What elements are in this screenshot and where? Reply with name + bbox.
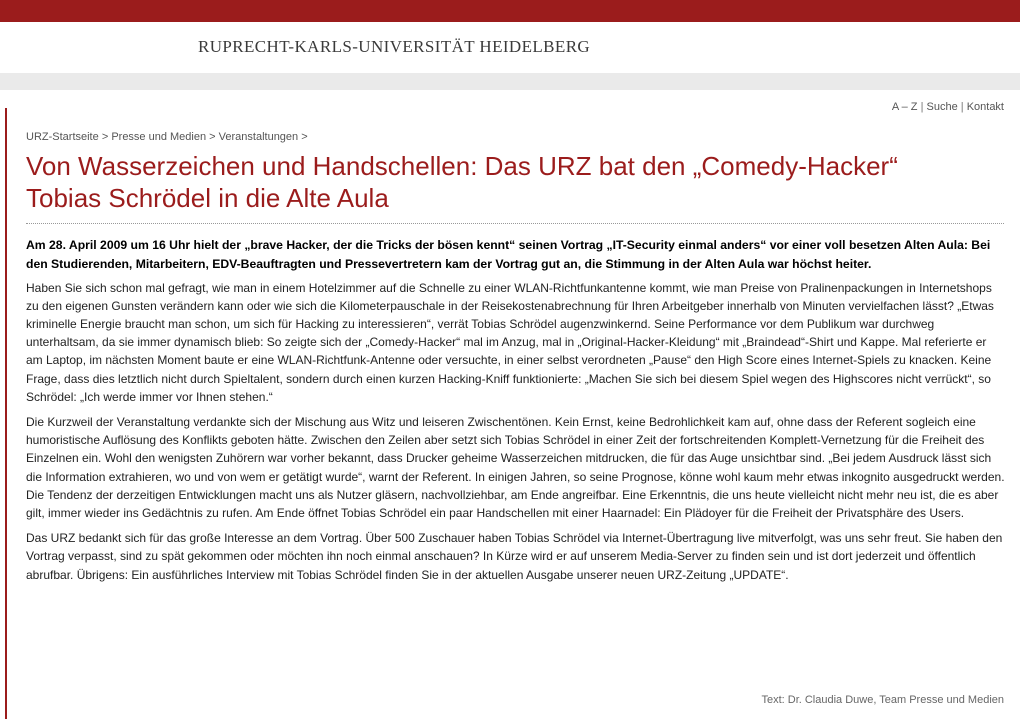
- breadcrumb-separator: >: [301, 131, 308, 143]
- university-logo-link[interactable]: RUPRECHT-KARLS-UNIVERSITÄT HEIDELBERG: [198, 37, 591, 56]
- breadcrumb-item-veranstaltungen[interactable]: Veranstaltungen: [218, 131, 299, 143]
- university-header: [0, 22, 1020, 73]
- service-link-suche[interactable]: Suche: [926, 101, 958, 113]
- article-credit: Text: Dr. Claudia Duwe, Team Presse und Medien: [761, 694, 1004, 706]
- content-left-accent-line: [5, 108, 7, 719]
- article-body: [26, 236, 1006, 591]
- article-paragraph: Das URZ bedankt sich für das große Interesse an dem Vortrag. Über 500 Zuschauer haben Tobias Schrödel via Internet-Übertragung live mitverfolgt, was uns sehr freut. Sie haben den Vortrag verpasst, sind zu spät gekommen oder möchten ihn noch einmal anschauen? In Kürze wird er auf unserem Media-Server zu finden sein und ist dort jederzeit und öffentlich abrufbar. Übrigens: Ein ausführliches Interview mit Tobias Schrödel finden Sie in der aktuellen Ausgabe unserer neuen URZ-Zeitung „UPDATE“.: [26, 531, 1003, 582]
- service-link-a-z[interactable]: A – Z: [891, 101, 918, 113]
- breadcrumb-item-urz-startseite[interactable]: URZ-Startseite: [26, 131, 99, 143]
- top-brand-bar: [0, 0, 1020, 22]
- article-paragraph: Haben Sie sich schon mal gefragt, wie man in einem Hotelzimmer auf die Schnelle zu einer WLAN-Richtfunkantenne kommt, wie man Preise von Pralinenpackungen in Internetshops zu den eigenen Gunsten verändern kann oder wie sich die Kilometerpauschale in der Reisekostenabrechnung für Ihren Arbeitgeber innerhalb von Minuten vervielfachen lässt? „Etwas kriminelle Energie braucht man schon, um sich für Hacking zu interessieren“, verrät Tobias Schrödel augenzwinkernd. Seine Performance vor dem Publikum war durchweg unterhaltsam, da sie immer dynamisch blieb: So zeigte sich der „Comedy-Hacker“ mal im Anzug, mal in „Original-Hacker-Kleidung“ mit „Braindead“-Shirt und Kappe. Mal referierte er am Laptop, im nächsten Moment baute er eine WLAN-Richtfunk-Antenne oder versuchte, in einer selbst verordneten „Pause“ den High Score eines Internet-Spiels zu knacken. Keine Frage, dass dies letztlich nicht durch Spieltalent, sondern durch einen kurzen Hacking-Kniff funktionierte: „Machen Sie sich bei diesem Spiel wegen des Highscores nicht verrückt“, so Schrödel: „Ich werde immer vor Ihnen stehen.“: [26, 280, 994, 404]
- article-paragraph: Die Kurzweil der Veranstaltung verdankte sich der Mischung aus Witz und leiseren Zwischentönen. Kein Ernst, keine Bedrohlichkeit kam auf, ohne dass der Referent sogleich eine humoristische Auflösung des Konflikts geboten hätte. Zwischen den Zeilen aber setzt sich Tobias Schrödel in einer Zeit der fortschreitenden Komplett-Vernetzung für die Freiheit des Einzelnen ein. Wohl den wenigsten Zuhörern war vorher bekannt, dass Drucker geheime Wasserzeichen mitdrucken, die für das Auge unsichtbar sind. „Bei jedem Ausdruck lässt sich die Information extrahieren, wo und von wem er getätigt wurde“, warnt der Referent. In einigen Jahren, so seine Prognose, könne wohl kaum mehr etwas inkognito ausgedruckt werden. Die Tendenz der derzeitigen Entwicklungen macht uns als Nutzer gläsern, nachvollziehbar, am Ende angreifbar. Eine Erkenntnis, die uns heute vielleicht nicht mehr neu ist, die es aber gilt, immer wieder ins Gedächtnis zu rufen. Am Ende öffnet Tobias Schrödel ein paar Handschellen mit einer Haarnadel: Ein Plädoyer für die Freiheit der Privatsphäre des Users.: [26, 415, 1005, 521]
- breadcrumb-separator: >: [101, 131, 109, 143]
- service-link-kontakt[interactable]: Kontakt: [966, 101, 1004, 113]
- title-divider: [26, 223, 1004, 224]
- service-nav: [892, 101, 1004, 113]
- article-lead: Am 28. April 2009 um 16 Uhr hielt der „brave Hacker, der die Tricks der bösen kennt“ seinen Vortrag „IT-Security einmal anders“ vor einer voll besetzen Alten Aula: Bei den Studierenden, Mitarbeitern, EDV-Beauftragten und Pressevertretern kam der Vortrag gut an, die Stimmung in der Alten Aula war höchst heiter.: [26, 238, 991, 272]
- service-separator: |: [920, 101, 924, 113]
- breadcrumb-item-presse-und-medien[interactable]: Presse und Medien: [111, 131, 207, 143]
- service-separator: |: [960, 101, 964, 113]
- header-grey-band: [0, 73, 1020, 90]
- page-title: Von Wasserzeichen und Handschellen: Das URZ bat den „Comedy-Hacker“ Tobias Schrödel in die Alte Aula: [26, 151, 898, 213]
- breadcrumb-separator: >: [209, 131, 216, 143]
- breadcrumb: [26, 131, 308, 143]
